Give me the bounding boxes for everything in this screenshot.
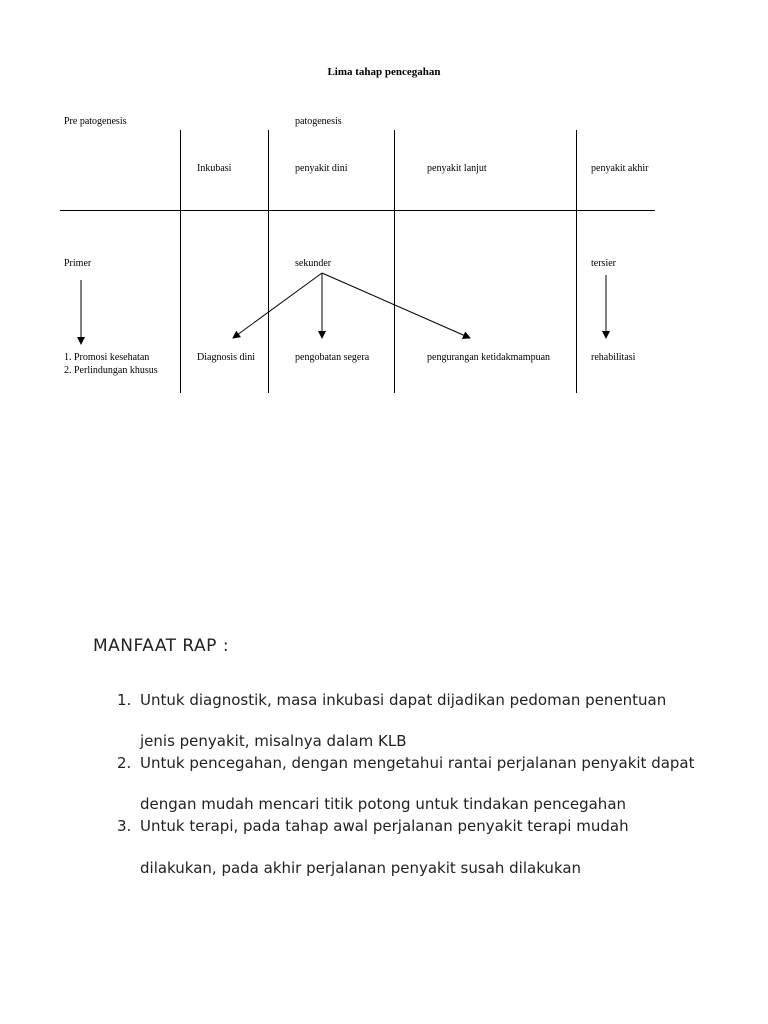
list-item-text: jenis penyakit, misalnya dalam KLB: [140, 732, 407, 750]
list-item-text: Untuk terapi, pada tahap awal perjalanan penyakit terapi mudah: [140, 817, 629, 835]
divider-line: [576, 130, 577, 393]
action-perlindungan: 2. Perlindungan khusus: [64, 365, 158, 376]
patogenesis-label: patogenesis: [295, 116, 342, 127]
pre-patogenesis-label: Pre patogenesis: [64, 116, 127, 127]
stage-inkubasi: Inkubasi: [197, 163, 232, 174]
action-pengurangan: pengurangan ketidakmampuan: [427, 352, 551, 363]
divider-line: [180, 130, 181, 393]
horizontal-divider: [60, 210, 655, 211]
arrow-pengurangan: [322, 273, 470, 338]
action-promosi: 1. Promosi kesehatan: [64, 352, 150, 363]
arrow-diagnosis: [233, 273, 322, 338]
divider-line: [268, 130, 269, 393]
list-item-number: 2.: [117, 754, 132, 772]
list-item-text: Untuk diagnostik, masa inkubasi dapat dijadikan pedoman penentuan: [140, 691, 667, 709]
list-item-text: dengan mudah mencari titik potong untuk tindakan pencegahan: [140, 795, 627, 813]
list-item-text: Untuk pencegahan, dengan mengetahui rantai perjalanan penyakit dapat: [140, 754, 695, 772]
list-item-text: dilakukan, pada akhir perjalanan penyakit susah dilakukan: [140, 859, 582, 877]
level-sekunder: sekunder: [295, 258, 332, 269]
level-primer: Primer: [64, 258, 92, 269]
list-item-number: 1.: [117, 691, 132, 709]
list-item-number: 3.: [117, 817, 132, 835]
manfaat-heading: MANFAAT RAP :: [93, 636, 230, 656]
stage-penyakit-akhir: penyakit akhir: [591, 163, 649, 174]
action-rehabilitasi: rehabilitasi: [591, 352, 636, 363]
action-pengobatan: pengobatan segera: [295, 352, 370, 363]
divider-line: [394, 130, 395, 393]
stage-penyakit-lanjut: penyakit lanjut: [427, 163, 487, 174]
stage-penyakit-dini: penyakit dini: [295, 163, 348, 174]
action-diagnosis: Diagnosis dini: [197, 352, 256, 363]
diagram-title: Lima tahap pencegahan: [327, 66, 441, 78]
level-tersier: tersier: [591, 258, 616, 269]
